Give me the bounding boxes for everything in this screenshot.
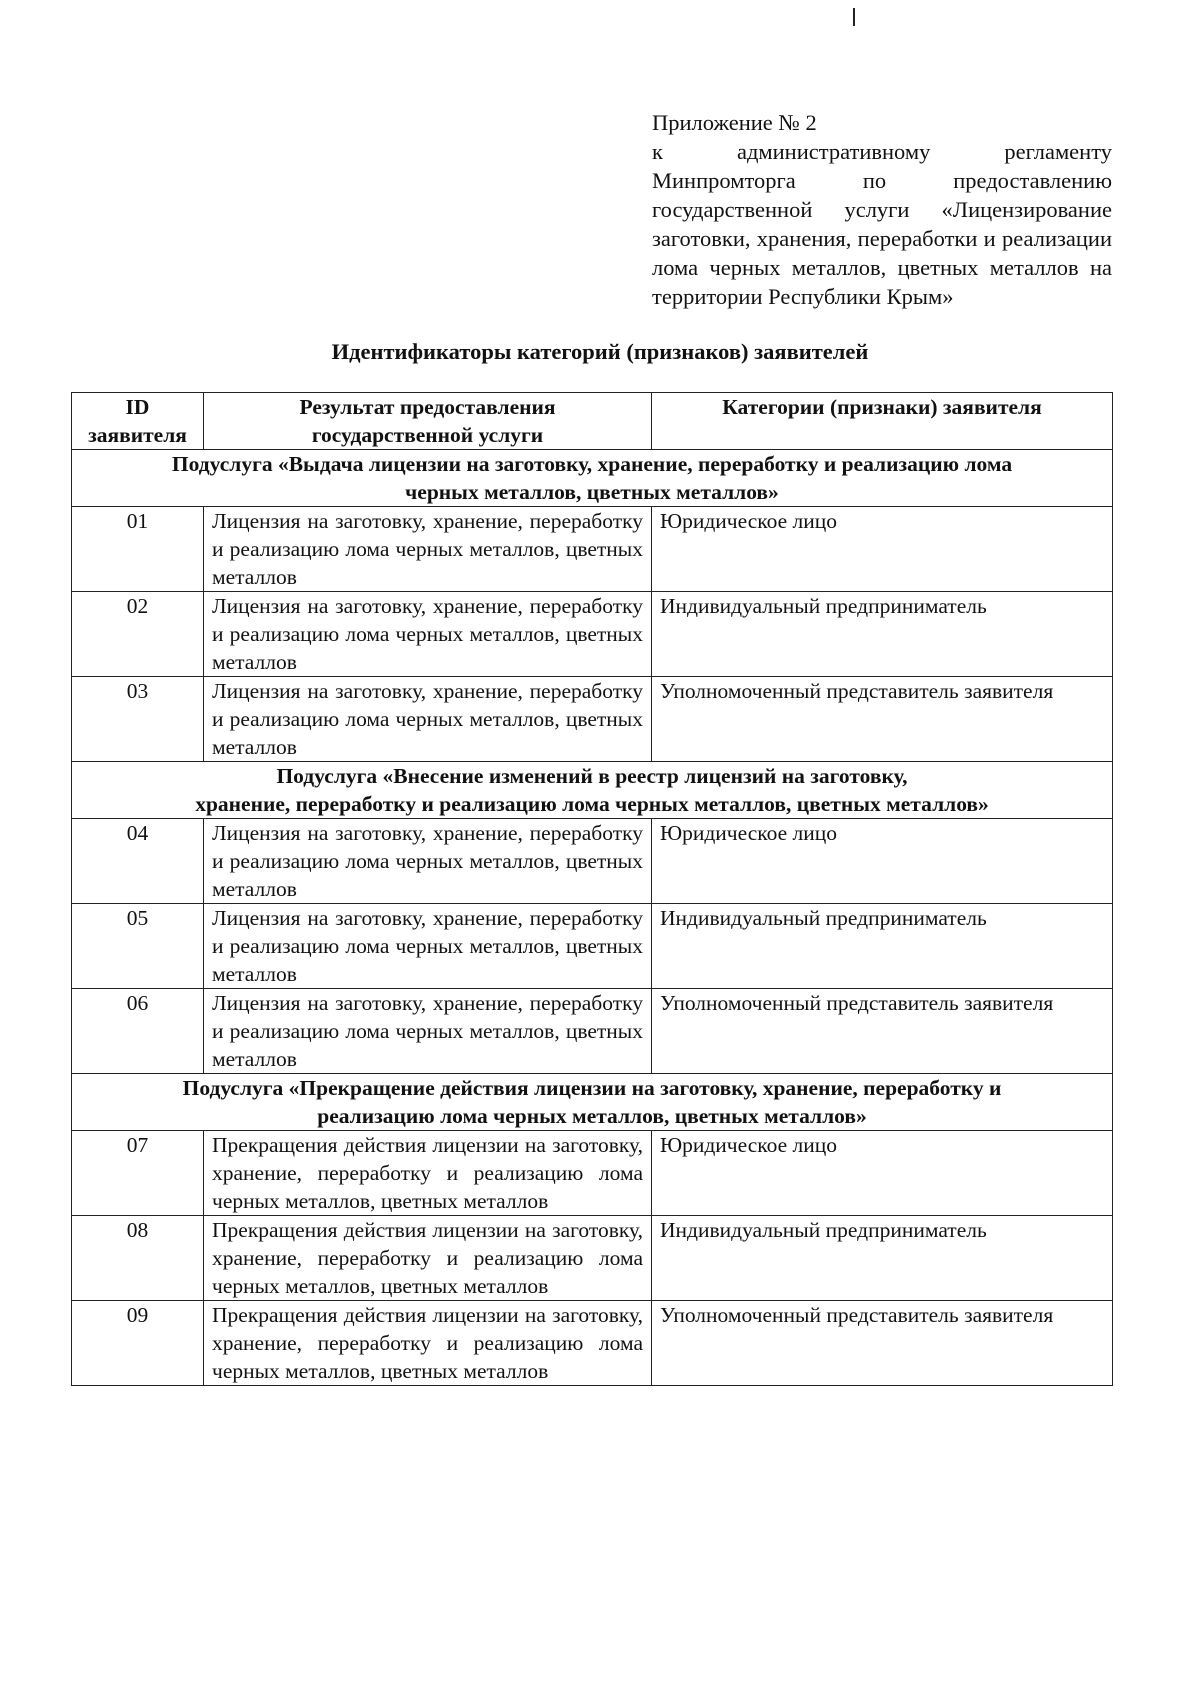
service-result: Прекращения действия лицензии на заготовку, хранение, переработку и реализацию лома черных металлов, цветных металлов	[204, 1216, 652, 1301]
applicant-category: Индивидуальный предприниматель	[652, 592, 1113, 677]
section-title-line1: Подуслуга «Выдача лицензии на заготовку, хранение, переработку и реализацию лома	[171, 452, 1013, 476]
applicant-id: 08	[72, 1216, 204, 1301]
section-title-line1: Подуслуга «Внесение изменений в реестр лицензий на заготовку,	[276, 764, 908, 788]
applicant-category: Уполномоченный представитель заявителя	[652, 1301, 1113, 1386]
service-result: Лицензия на заготовку, хранение, переработку и реализацию лома черных металлов, цветных металлов	[204, 677, 652, 762]
header-result-line1: Результат предоставления	[299, 395, 556, 419]
section-title-line2: хранение, переработку и реализацию лома черных металлов, цветных металлов»	[195, 792, 989, 816]
applicant-id: 03	[72, 677, 204, 762]
header-result-line2: государственной услуги	[311, 423, 544, 447]
service-result: Лицензия на заготовку, хранение, переработку и реализацию лома черных металлов, цветных металлов	[204, 507, 652, 592]
header-id	[72, 393, 204, 450]
appendix-header	[652, 108, 1112, 311]
service-result: Лицензия на заготовку, хранение, переработку и реализацию лома черных металлов, цветных металлов	[204, 989, 652, 1074]
applicant-id: 09	[72, 1301, 204, 1386]
section-title	[72, 450, 1113, 507]
service-result: Лицензия на заготовку, хранение, переработку и реализацию лома черных металлов, цветных металлов	[204, 904, 652, 989]
table-row	[72, 989, 1113, 1074]
applicant-category: Юридическое лицо	[652, 819, 1113, 904]
section-title-line2: реализацию лома черных металлов, цветных металлов»	[317, 1104, 867, 1128]
applicant-category: Юридическое лицо	[652, 1131, 1113, 1216]
applicant-id: 04	[72, 819, 204, 904]
section-row	[72, 1074, 1113, 1131]
applicant-id: 07	[72, 1131, 204, 1216]
document-title: Идентификаторы категорий (признаков) заявителей	[331, 339, 869, 364]
header-category	[652, 393, 1113, 450]
service-result: Лицензия на заготовку, хранение, переработку и реализацию лома черных металлов, цветных металлов	[204, 592, 652, 677]
appendix-title: Приложение № 2	[652, 110, 817, 135]
section-row	[72, 450, 1113, 507]
section-title	[72, 1074, 1113, 1131]
applicant-id: 01	[72, 507, 204, 592]
table-row	[72, 1131, 1113, 1216]
section-title	[72, 762, 1113, 819]
applicant-category: Индивидуальный предприниматель	[652, 904, 1113, 989]
applicant-category: Индивидуальный предприниматель	[652, 1216, 1113, 1301]
header-category-text: Категории (признаки) заявителя	[722, 395, 1042, 419]
applicant-id: 06	[72, 989, 204, 1074]
table-row	[72, 1216, 1113, 1301]
header-id-line1: ID	[125, 395, 150, 419]
table-row	[72, 592, 1113, 677]
service-result: Лицензия на заготовку, хранение, переработку и реализацию лома черных металлов, цветных металлов	[204, 819, 652, 904]
header-result	[204, 393, 652, 450]
section-title-line1: Подуслуга «Прекращение действия лицензии на заготовку, хранение, переработку и	[182, 1076, 1002, 1100]
section-row	[72, 762, 1113, 819]
applicant-category: Юридическое лицо	[652, 507, 1113, 592]
table-row	[72, 677, 1113, 762]
applicant-categories-table	[71, 392, 1113, 1386]
table-row	[72, 904, 1113, 989]
table-row	[72, 507, 1113, 592]
service-result: Прекращения действия лицензии на заготовку, хранение, переработку и реализацию лома черных металлов, цветных металлов	[204, 1301, 652, 1386]
applicant-category: Уполномоченный представитель заявителя	[652, 989, 1113, 1074]
table-row	[72, 819, 1113, 904]
section-title-line2: черных металлов, цветных металлов»	[405, 480, 779, 504]
service-result: Прекращения действия лицензии на заготовку, хранение, переработку и реализацию лома черных металлов, цветных металлов	[204, 1131, 652, 1216]
table-row	[72, 1301, 1113, 1386]
table-header-row	[72, 393, 1113, 450]
applicant-category: Уполномоченный представитель заявителя	[652, 677, 1113, 762]
applicant-id: 05	[72, 904, 204, 989]
header-id-line2: заявителя	[88, 423, 187, 447]
applicant-id: 02	[72, 592, 204, 677]
page-edge-mark	[853, 8, 855, 26]
appendix-body: к административному регламенту Минпромторга по предоставлению государственной услуги «Лицензирование заготовки, хранения, переработки и реализации лома черных металлов, цветных металлов на территории Республики Крым»	[652, 139, 1112, 309]
